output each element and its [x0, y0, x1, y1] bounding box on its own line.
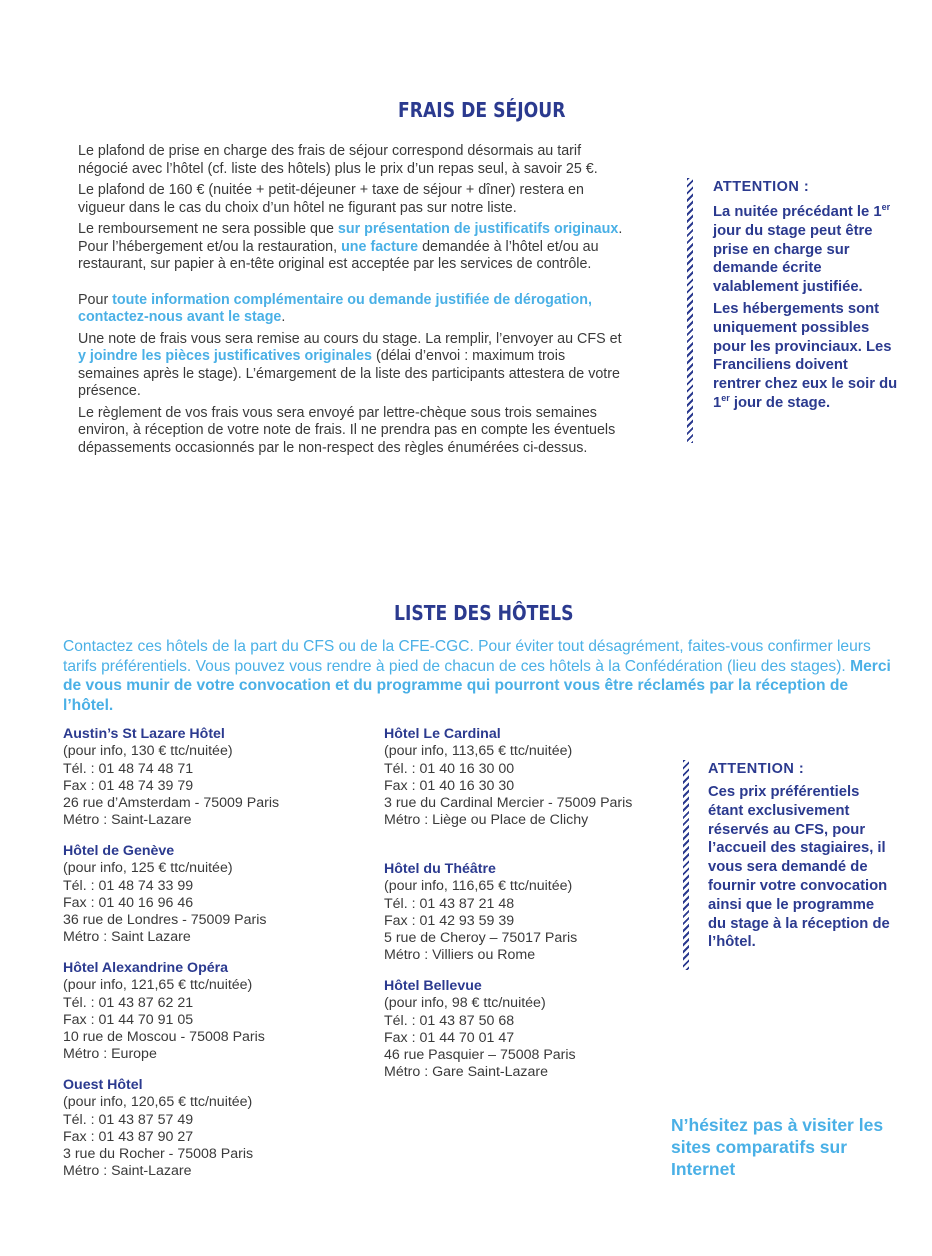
highlight-pieces: y joindre les pièces justificatives originales — [78, 348, 373, 364]
hotel-name: Hôtel Alexandrine Opéra — [63, 960, 229, 976]
hotel-metro: Métro : Liège ou Place de Clichy — [384, 812, 589, 829]
comparison-sites-callout: N’hésitez pas à visiter les sites comparatifs sur Internet — [671, 1115, 884, 1179]
hotel-entry — [63, 960, 265, 1064]
hotel-fax: Fax : 01 42 93 59 39 — [384, 912, 515, 929]
hotel-tel: Tél. : 01 43 87 57 49 — [63, 1111, 194, 1128]
hotel-entry — [384, 726, 632, 830]
attention-2-title: ATTENTION : — [708, 761, 805, 777]
attention-1-stripe — [687, 178, 693, 443]
hotel-price: (pour info, 121,65 € ttc/nuitée) — [63, 977, 253, 994]
attention-1-text-1: La nuitée précédant le 1er jour du stage peut être prise en charge sur demande écrite valablement justifiée. — [713, 202, 891, 296]
frais-paragraph-4: Pour toute information complémentaire ou demande justifiée de dérogation, contactez-nous avant le stage. — [78, 291, 592, 325]
hotel-metro: Métro : Gare Saint-Lazare — [384, 1064, 549, 1081]
highlight-justificatifs: sur présentation de justificatifs originaux — [337, 221, 619, 237]
hotel-name: Hôtel du Théâtre — [384, 861, 496, 877]
hotel-fax: Fax : 01 40 16 96 46 — [63, 894, 194, 911]
hotel-tel: Tél. : 01 43 87 62 21 — [63, 994, 194, 1011]
hotel-price: (pour info, 120,65 € ttc/nuitée) — [63, 1094, 253, 1111]
hotel-fax: Fax : 01 48 74 39 79 — [63, 777, 194, 794]
frais-paragraph-2: Le plafond de 160 € (nuitée + petit-déjeuner + taxe de séjour + dîner) restera en vigueur dans le cas du choix d’un hôtel ne figurant pas sur notre liste. — [78, 182, 584, 216]
hotel-metro: Métro : Saint-Lazare — [63, 812, 192, 829]
hotel-fax: Fax : 01 44 70 91 05 — [63, 1011, 194, 1028]
hotel-metro: Métro : Saint-Lazare — [63, 1163, 192, 1180]
hotel-price: (pour info, 130 € ttc/nuitée) — [63, 743, 233, 760]
hotel-address: 5 rue de Cheroy – 75017 Paris — [384, 930, 578, 947]
highlight-facture: une facture — [341, 238, 419, 255]
hotel-price: (pour info, 113,65 € ttc/nuitée) — [384, 743, 573, 760]
hotel-address: 3 rue du Cardinal Mercier - 75009 Paris — [384, 795, 633, 812]
attention-2-stripe — [683, 760, 689, 970]
frais-title: FRAIS DE SÉJOUR — [398, 98, 566, 122]
hotel-fax: Fax : 01 40 16 30 30 — [384, 777, 515, 794]
hotel-address: 10 rue de Moscou - 75008 Paris — [63, 1029, 265, 1046]
hotel-name: Hôtel Bellevue — [384, 978, 482, 994]
frais-paragraph-6: Le règlement de vos frais vous sera envoyé par lettre-chèque sous trois semaines environ, à réception de votre note de frais. Il ne prendra pas en compte les éventuels dépassements occasionnés par le non-respect des règles énumérées ci-dessus. — [78, 404, 616, 456]
hotel-name: Austin’s St Lazare Hôtel — [63, 726, 225, 742]
attention-2-text: Ces prix préférentiels étant exclusivement réservés au CFS, pour l’accueil des stagiaires, il vous sera demandé de fournir votre convocation ainsi que le programme du stage à la réception de l’hôtel. — [708, 784, 890, 951]
hotels-intro: Contactez ces hôtels de la part du CFS ou de la CFE-CGC. Pour éviter tout désagrément, faites-vous confirmer leurs tarifs préférentiels. Vous pouvez vous rendre à pied de chacun de ces hôtels à la Confédération (lieu des stages). Merci de vous munir de votre convocation et du programme qui pourront vous être réclamés par la réception de l’hôtel. — [63, 638, 891, 714]
hotel-address: 26 rue d’Amsterdam - 75009 Paris — [63, 795, 280, 812]
attention-1-box — [713, 178, 898, 416]
hotel-price: (pour info, 98 € ttc/nuitée) — [384, 995, 546, 1012]
hotel-tel: Tél. : 01 48 74 48 71 — [63, 760, 194, 777]
hotel-fax: Fax : 01 44 70 01 47 — [384, 1029, 515, 1046]
hotel-metro: Métro : Villiers ou Rome — [384, 947, 536, 964]
hotel-price: (pour info, 116,65 € ttc/nuitée) — [384, 878, 573, 895]
hotel-address: 36 rue de Londres - 75009 Paris — [63, 912, 267, 929]
hotel-entry — [63, 843, 267, 947]
hotel-name: Ouest Hôtel — [63, 1077, 143, 1093]
hotel-entry — [63, 726, 279, 830]
frais-paragraph-5: Une note de frais vous sera remise au cours du stage. La remplir, l’envoyer au CFS et y joindre les pièces justificatives originales (délai d’envoi : maximum trois semaines après le stage). L’émargement de la liste des participants attestera de votre présence. — [78, 330, 622, 399]
hotel-entry — [384, 978, 576, 1082]
hotel-metro: Métro : Europe — [63, 1046, 157, 1063]
hotel-metro: Métro : Saint Lazare — [63, 929, 191, 946]
hotel-name: Hôtel Le Cardinal — [384, 726, 501, 742]
hotel-name: Hôtel de Genève — [63, 843, 175, 859]
hotel-address: 3 rue du Rocher - 75008 Paris — [63, 1146, 254, 1163]
hotel-tel: Tél. : 01 48 74 33 99 — [63, 877, 194, 894]
hotel-tel: Tél. : 01 43 87 21 48 — [384, 895, 515, 912]
highlight-contact: toute information complémentaire ou demande justifiée de dérogation, contactez-nous avant le stage — [78, 291, 592, 325]
frais-body — [78, 143, 628, 461]
hotel-address: 46 rue Pasquier – 75008 Paris — [384, 1047, 576, 1064]
attention-2-box — [708, 760, 893, 955]
attention-1-title: ATTENTION : — [713, 179, 810, 195]
hotels-title: LISTE DES HÔTELS — [394, 601, 574, 625]
hotel-fax: Fax : 01 43 87 90 27 — [63, 1128, 194, 1145]
hotel-entry — [384, 861, 577, 965]
hotel-price: (pour info, 125 € ttc/nuitée) — [63, 860, 233, 877]
hotel-tel: Tél. : 01 40 16 30 00 — [384, 760, 515, 777]
hotel-entry — [63, 1077, 253, 1181]
hotels-intro-emphasis: Merci de vous munir de votre convocation et du programme qui pourront vous être réclamés par la réception de l’hôtel. — [63, 657, 891, 714]
hotel-tel: Tél. : 01 43 87 50 68 — [384, 1012, 515, 1029]
frais-paragraph-3: Le remboursement ne sera possible que sur présentation de justificatifs originaux. Pour l’hébergement et/ou la restauration, une facture demandée à l’hôtel et/ou au restaurant, sur papier à en-tête original est acceptée par les services de contrôle. — [78, 221, 623, 272]
frais-paragraph-1: Le plafond de prise en charge des frais de séjour correspond désormais au tarif négocié avec l’hôtel (cf. liste des hôtels) plus le prix d’un repas seul, à savoir 25 €. — [78, 143, 598, 177]
attention-1-text-2: Les hébergements sont uniquement possibles pour les provinciaux. Les Franciliens doivent rentrer chez eux le soir du 1er jour de stage. — [713, 300, 898, 411]
